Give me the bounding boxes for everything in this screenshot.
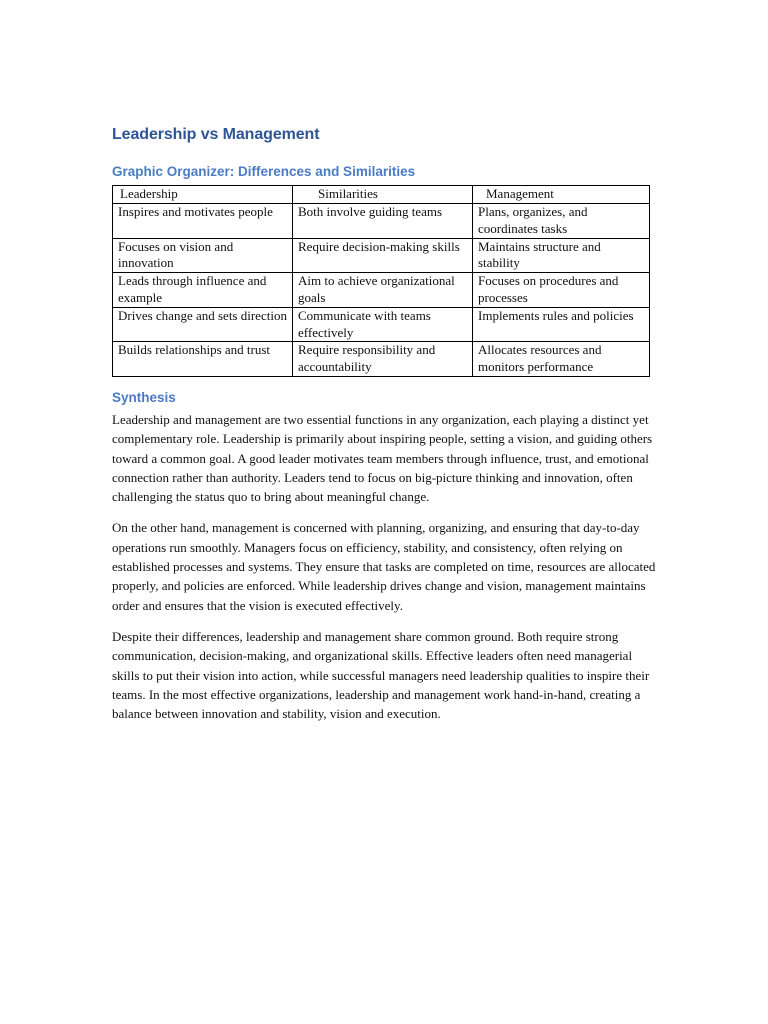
management-cell: Plans, organizes, and coordinates tasks xyxy=(473,204,650,239)
leadership-cell: Focuses on vision and innovation xyxy=(113,238,293,273)
table-row xyxy=(113,342,650,377)
leadership-cell: Inspires and motivates people xyxy=(113,204,293,239)
header-leadership: Leadership xyxy=(113,186,293,204)
header-management: Management xyxy=(473,186,650,204)
header-similarities: Similarities xyxy=(293,186,473,204)
management-cell: Focuses on procedures and processes xyxy=(473,273,650,308)
leadership-cell: Drives change and sets direction xyxy=(113,307,293,342)
similarities-cell: Require responsibility and accountability xyxy=(293,342,473,377)
similarities-cell: Both involve guiding teams xyxy=(293,204,473,239)
management-cell: Allocates resources and monitors performance xyxy=(473,342,650,377)
synthesis-paragraph-3: Despite their differences, leadership and management share common ground. Both require strong communication, decision-making, and organizational skills. Effective leaders often need managerial skills to put their vision into action, while successful managers need leadership qualities to inspire their teams. In the most effective organizations, leadership and management work hand-in-hand, creating a balance between innovation and stability, vision and execution. xyxy=(112,628,650,722)
comparison-table xyxy=(112,185,650,377)
table-header-row xyxy=(113,186,650,204)
synthesis-heading: Synthesis xyxy=(112,389,176,405)
table-row xyxy=(113,273,650,308)
synthesis-paragraph-1: Leadership and management are two essential functions in any organization, each playing a distinct yet complementary role. Leadership is primarily about inspiring people, setting a vision, and guiding others toward a common goal. A good leader motivates team members through influence, trust, and emotional connection rather than authority. Leaders tend to focus on big-picture thinking and innovation, often challenging the status quo to bring about meaningful change. xyxy=(112,411,653,505)
leadership-cell: Builds relationships and trust xyxy=(113,342,293,377)
leadership-cell: Leads through influence and example xyxy=(113,273,293,308)
organizer-heading: Graphic Organizer: Differences and Similarities xyxy=(112,164,416,179)
synthesis-paragraph-2: On the other hand, management is concerned with planning, organizing, and ensuring that day-to-day operations run smoothly. Managers focus on efficiency, stability, and consistency, often relying on established processes and systems. They ensure that tasks are completed on time, resources are allocated properly, and policies are enforced. While leadership drives change and vision, management maintains order and ensures that the vision is executed effectively. xyxy=(112,520,656,613)
document-title: Leadership vs Management xyxy=(112,126,320,143)
table-row xyxy=(113,204,650,239)
management-cell: Implements rules and policies xyxy=(473,307,650,342)
similarities-cell: Communicate with teams effectively xyxy=(293,307,473,342)
document-body xyxy=(112,124,657,723)
similarities-cell: Aim to achieve organizational goals xyxy=(293,273,473,308)
table-row xyxy=(113,238,650,273)
management-cell: Maintains structure and stability xyxy=(473,238,650,273)
similarities-cell: Require decision-making skills xyxy=(293,238,473,273)
table-row xyxy=(113,307,650,342)
